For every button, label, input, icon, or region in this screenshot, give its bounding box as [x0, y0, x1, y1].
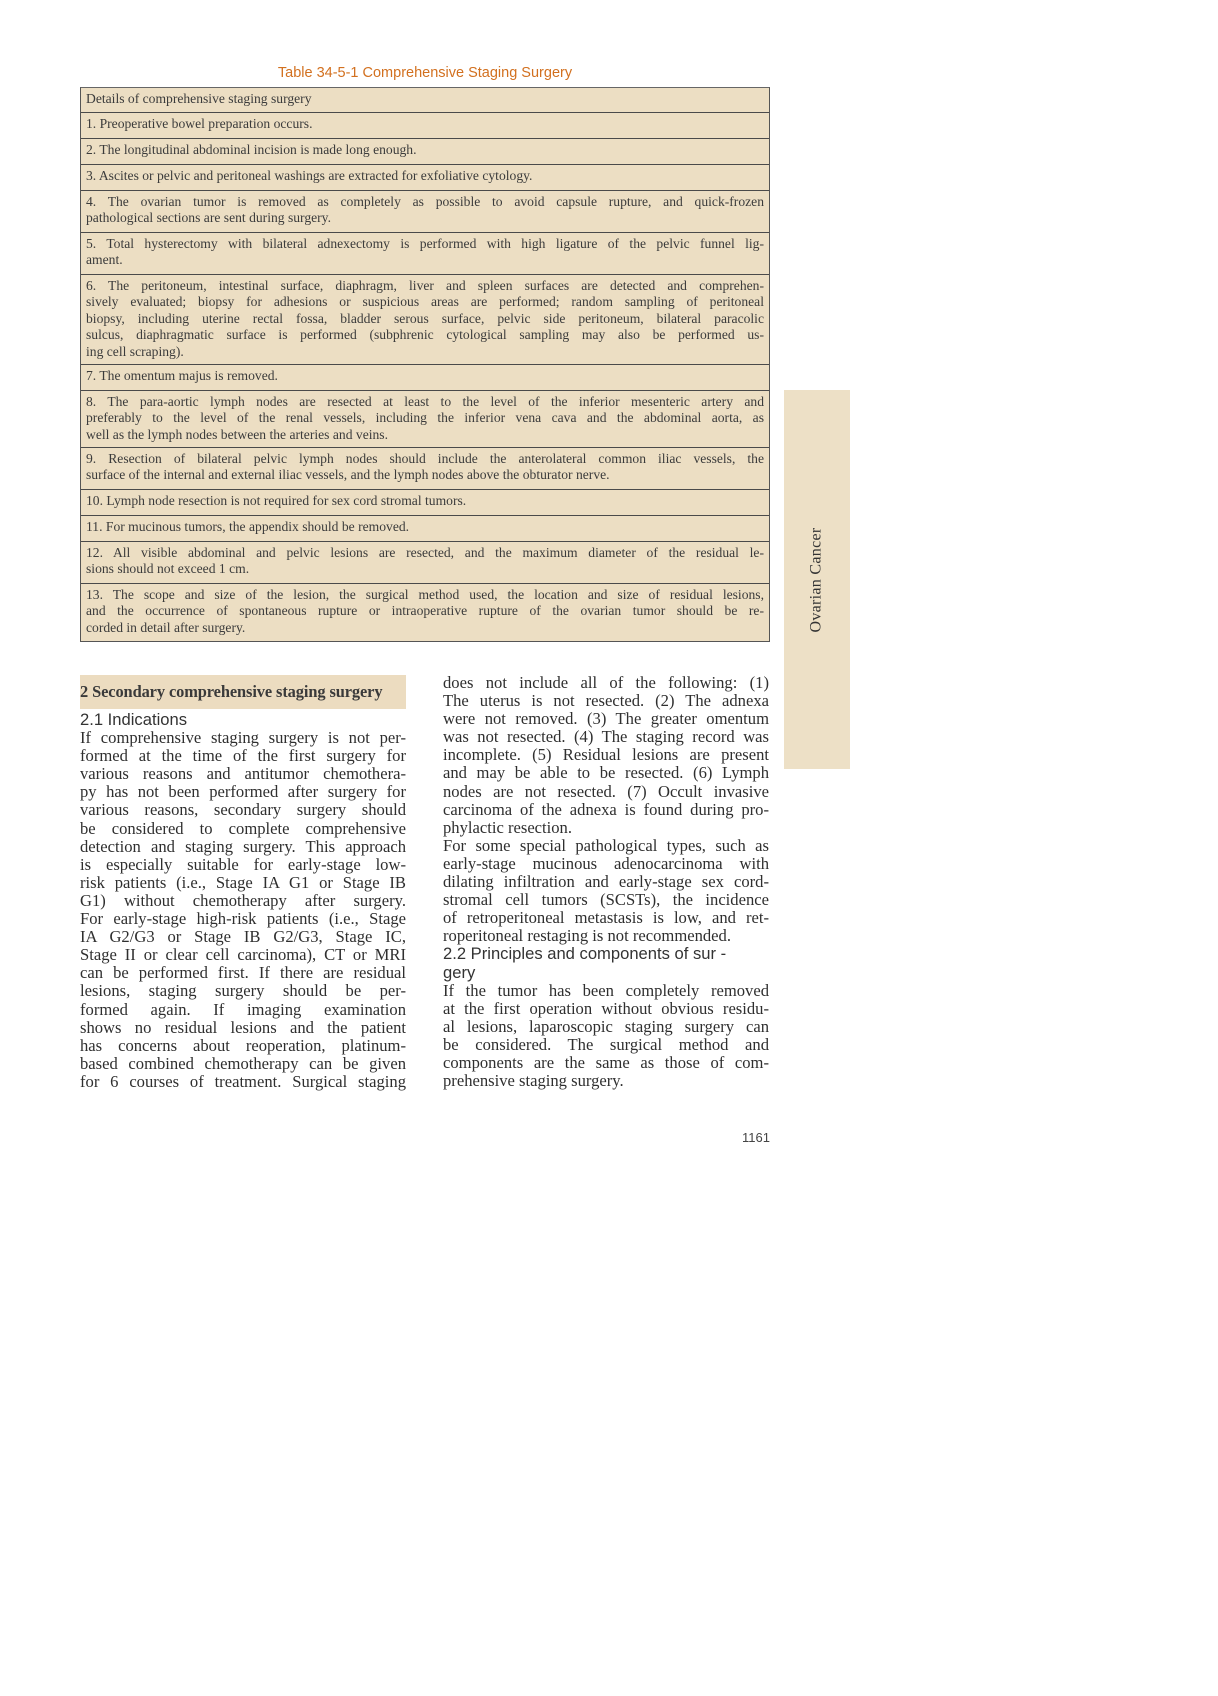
table-cell-line: pathological sections are sent during surgery.	[86, 210, 331, 226]
table-cell-line: biopsy, including uterine rectal fossa, bladder serous surface, pelvic side peritoneum, bilateral paracolic	[86, 310, 764, 326]
table-cell-line: 8. The para-aortic lymph nodes are resected at least to the level of the inferior mesenteric artery and	[86, 394, 764, 409]
section-heading: 2 Secondary comprehensive staging surgery	[80, 675, 406, 709]
body-text-line: be considered to complete comprehensive	[80, 818, 406, 838]
body-text-line: For some special pathological types, such as	[443, 835, 769, 855]
body-text-line: components are the same as those of com-	[443, 1052, 769, 1072]
body-text-line: has concerns about reoperation, platinum-	[80, 1035, 406, 1055]
body-text-line: py has not been performed after surgery for	[80, 782, 406, 802]
table-cell-line: 1. Preoperative bowel preparation occurs.	[86, 116, 313, 131]
body-text-line: based combined chemotherapy can be given	[80, 1053, 406, 1073]
table-cell-line: 10. Lymph node resection is not required for sex cord stromal tumors.	[86, 493, 467, 508]
body-text-line: If comprehensive staging surgery is not per-	[80, 728, 406, 748]
table-cell-line: 12. All visible abdominal and pelvic lesions are resected, and the maximum diameter of the residual le-	[86, 545, 764, 560]
table-row	[81, 490, 769, 516]
body-text-line: phylactic resection.	[443, 817, 573, 837]
body-text-line: at the first operation without obvious residu-	[443, 998, 769, 1018]
table-cell-line: preferably to the level of the renal vessels, including the inferior vena cava and the abdominal aorta, as	[86, 410, 764, 426]
body-text-line: The uterus is not resected. (2) The adnexa	[443, 691, 769, 711]
body-text-line: formed at the time of the first surgery for	[80, 746, 406, 766]
table-row	[81, 391, 769, 448]
body-text-line: for 6 courses of treatment. Surgical staging	[80, 1071, 406, 1091]
subsection-heading-principles: gery	[443, 962, 476, 982]
table-cell-line: sively evaluated; biopsy for adhesions or suspicious areas are performed; random sampling of peritoneal	[86, 294, 764, 310]
table-cell-line: 13. The scope and size of the lesion, the surgical method used, the location and size of residual lesions,	[86, 587, 764, 602]
body-text-line: detection and staging surgery. This approach	[80, 836, 406, 856]
body-text-line: formed again. If imaging examination	[80, 999, 406, 1019]
table-header-row	[81, 88, 769, 113]
table-cell-line: sulcus, diaphragmatic surface is performed (subphrenic cytological sampling may also be performed us-	[86, 327, 764, 343]
body-text-line: shows no residual lesions and the patient	[80, 1017, 406, 1037]
body-text-line: IA G2/G3 or Stage IB G2/G3, Stage IC,	[80, 927, 406, 947]
table-cell-line: 6. The peritoneum, intestinal surface, diaphragm, liver and spleen surfaces are detected and comprehen-	[86, 278, 764, 293]
table-cell-line: well as the lymph nodes between the arteries and veins.	[86, 426, 388, 442]
table-cell-line: sions should not exceed 1 cm.	[86, 561, 250, 577]
table-row	[81, 542, 769, 584]
table-row	[81, 516, 769, 542]
table-cell-line: Details of comprehensive staging surgery	[86, 91, 312, 106]
table-cell-line: 7. The omentum majus is removed.	[86, 368, 278, 383]
staging-table	[80, 87, 770, 642]
page-number: 1161	[742, 1130, 770, 1145]
body-text-line: does not include all of the following: (1)	[443, 673, 769, 692]
body-text-line: G1) without chemotherapy after surgery.	[80, 890, 406, 910]
body-text-line: nodes are not resected. (7) Occult invasive	[443, 781, 769, 801]
table-cell-line: 5. Total hysterectomy with bilateral adnexectomy is performed with high ligature of the pelvic funnel lig-	[86, 236, 764, 251]
body-text-line: For early-stage high-risk patients (i.e., Stage	[80, 909, 406, 929]
body-text-line: roperitoneal restaging is not recommended.	[443, 926, 731, 946]
table-cell-line: and the occurrence of spontaneous rupture or intraoperative rupture of the ovarian tumor should be re-	[86, 603, 764, 619]
table-cell-line: 11. For mucinous tumors, the appendix should be removed.	[86, 519, 410, 534]
chapter-side-tab-label-wrap	[784, 390, 850, 769]
table-cell-line: 2. The longitudinal abdominal incision is made long enough.	[86, 142, 417, 157]
table-row	[81, 191, 769, 233]
table-cell-line: corded in detail after surgery.	[86, 619, 246, 635]
table-cell-line: ing cell scraping).	[86, 343, 184, 359]
body-text-line: is especially suitable for early-stage low-	[80, 854, 406, 874]
subsection-heading-indications: 2.1 Indications	[80, 710, 188, 729]
body-text-line: risk patients (i.e., Stage IA G1 or Stage IB	[80, 872, 406, 892]
body-text-line: stromal cell tumors (SCSTs), the incidence	[443, 890, 769, 910]
table-row	[81, 584, 769, 641]
table-cell-line: 9. Resection of bilateral pelvic lymph nodes should include the anterolateral common iliac vessels, the	[86, 451, 764, 466]
body-text-line: lesions, staging surgery should be per-	[80, 981, 406, 1001]
table-cell-line: surface of the internal and external iliac vessels, and the lymph nodes above the obturator nerve.	[86, 467, 610, 483]
body-text-line: dilating infiltration and early-stage sex cord-	[443, 872, 769, 892]
subsection-heading-principles: 2.2 Principles and components of sur -	[443, 944, 727, 964]
table-cell-line: ament.	[86, 252, 123, 268]
body-text-line: were not removed. (3) The greater omentum	[443, 709, 769, 729]
body-text-line: can be performed first. If there are residual	[80, 963, 406, 983]
table-title: Table 34-5-1 Comprehensive Staging Surgery	[277, 65, 573, 81]
body-text-line: various reasons and antitumor chemothera-	[80, 764, 406, 784]
body-text-line: was not resected. (4) The staging record was	[443, 727, 769, 747]
table-row	[81, 275, 769, 365]
table-row	[81, 365, 769, 391]
body-text-line: early-stage mucinous adenocarcinoma with	[443, 853, 769, 873]
body-text-line: various reasons, secondary surgery should	[80, 800, 406, 820]
body-text-line: be considered. The surgical method and	[443, 1034, 769, 1054]
body-text-line: carcinoma of the adnexa is found during pro-	[443, 799, 769, 819]
table-cell-line: 3. Ascites or pelvic and peritoneal washings are extracted for exfoliative cytology.	[86, 168, 533, 183]
body-text-line: Stage II or clear cell carcinoma), CT or MRI	[80, 945, 406, 965]
body-text-line: prehensive staging surgery.	[443, 1071, 624, 1091]
body-text-line: incomplete. (5) Residual lesions are present	[443, 745, 769, 765]
table-row	[81, 139, 769, 165]
table-row	[81, 165, 769, 191]
body-text-line: of retroperitoneal metastasis is low, and ret-	[443, 908, 769, 928]
left-column	[80, 711, 406, 1091]
body-text-line: If the tumor has been completely removed	[443, 980, 769, 1000]
body-text-line: and may be able to be resected. (6) Lymph	[443, 763, 769, 783]
body-text-line: al lesions, laparoscopic staging surgery can	[443, 1016, 769, 1036]
table-row	[81, 448, 769, 490]
chapter-side-tab-label: Ovarian Cancer	[808, 526, 826, 633]
right-column	[443, 674, 769, 1090]
table-cell-line: 4. The ovarian tumor is removed as completely as possible to avoid capsule rupture, and quick-frozen	[86, 194, 764, 209]
table-row	[81, 113, 769, 139]
table-row	[81, 233, 769, 275]
